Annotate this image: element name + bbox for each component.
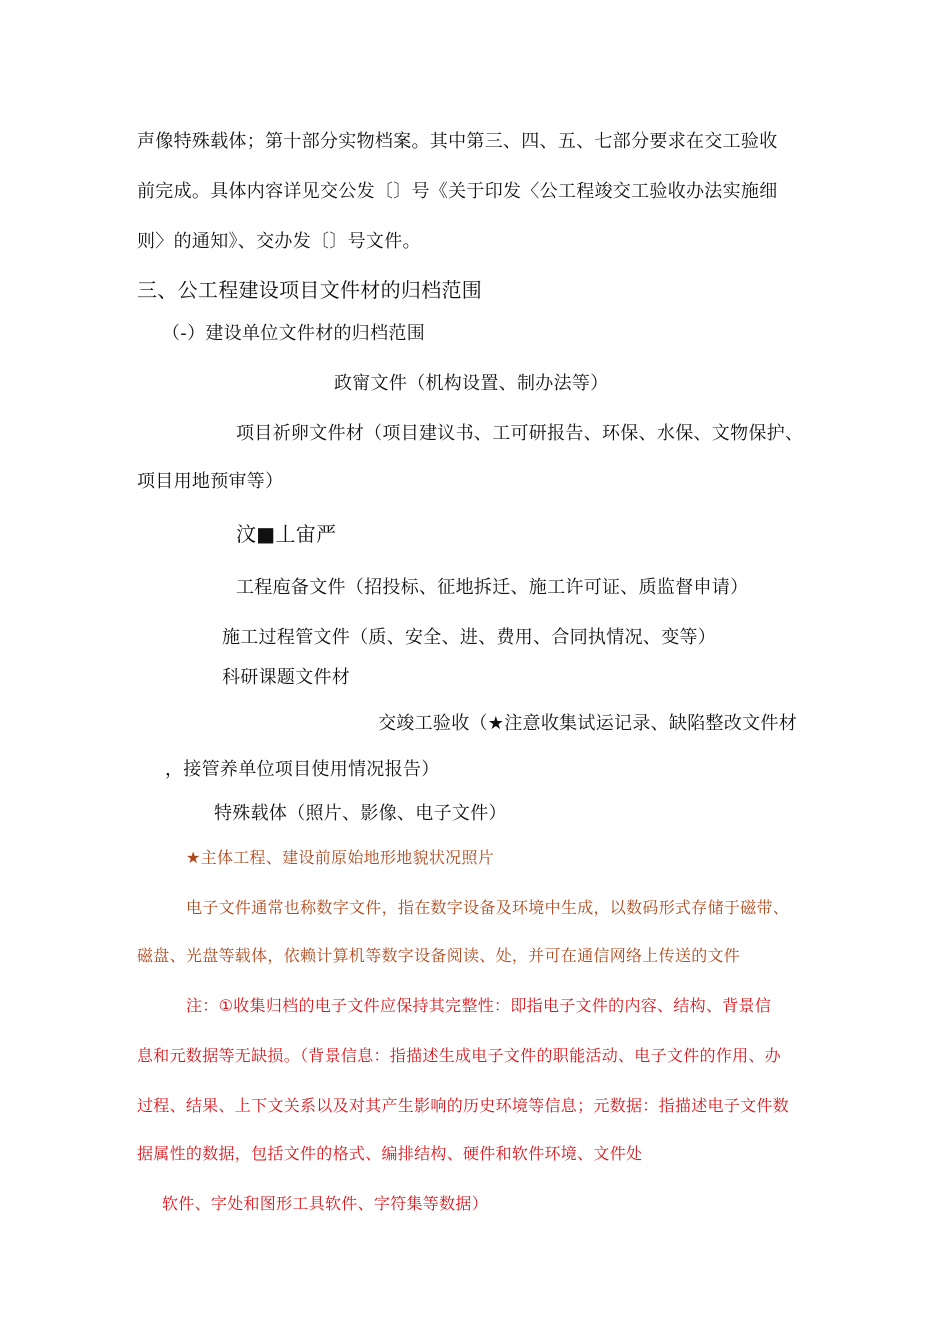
list-item-project-files: 项目祈卵文件材（项目建议书、工可研报告、环保、水保、文物保护、 (236, 423, 804, 444)
list-item-policy-files: 政甯文件（机构设置、制办法等） (334, 373, 609, 394)
list-item-research: 科研课题文件材 (222, 667, 351, 688)
paragraph-line-2: 前完成。具体内容详见交公发〔〕号《关于印发〈公工程竣交工验收办法实施细 (137, 181, 778, 202)
paragraph-line-3: 则〉的通知》、交办发〔〕号文件。 (137, 231, 421, 252)
note-line-3: 过程、结果、上下文关系以及对其产生影响的历史环境等信息；元数据：指描述电子文件数 (137, 1096, 790, 1115)
definition-line-2: 磁盘、光盘等载体，依赖计算机等数字设备阅读、处，并可在通信网络上传送的文件 (137, 946, 741, 965)
note-line-2: 息和元数据等无缺损。（背景信息：指描述生成电子文件的职能活动、电子文件的作用、办 (137, 1046, 782, 1065)
list-item-acceptance: 交竣工验收（★注意收集试运记录、缺陷整改文件材 (378, 713, 798, 734)
note-line-1: 注：①收集归档的电子文件应保持其完整性：即指电子文件的内容、结构、背景信 (186, 996, 772, 1015)
subsection-heading: （-）建设单位文件材的归档范围 (162, 323, 425, 344)
list-item-project-files-cont: 项目用地预审等） (137, 471, 284, 492)
section-heading: 三、公工程建设项目文件材的归档范围 (137, 278, 483, 302)
list-item-acceptance-cont: ，接管养单位项目使用情况报告） (165, 759, 440, 780)
garbled-line: 汶■丄宙严 (236, 522, 337, 546)
note-line-5: 软件、字处和图形工具软件、字符集等数据） (162, 1194, 489, 1213)
list-item-engineering-prep: 工程庖备文件（招投标、征地拆迁、施工许可证、质监督申请） (236, 577, 749, 598)
definition-line-1: 电子文件通常也称数字文件，指在数字设备及环境中生成，以数码形式存储于磁带、 (186, 898, 790, 917)
note-line-4: 据属性的数据，包括文件的格式、编排结构、硬件和软件环境、文件处 (137, 1144, 643, 1163)
list-item-special-media: 特殊载体（照片、影像、电子文件） (214, 803, 507, 824)
note-photos: ★主体工程、建设前原始地形地貌状况照片 (186, 848, 495, 867)
list-item-construction-management: 施工过程管文件（质、安全、进、费用、合同执情况、变等） (222, 627, 717, 648)
paragraph-line-1: 声像特殊载体；第十部分实物档案。其中第三、四、五、七部分要求在交工验收 (137, 131, 778, 152)
